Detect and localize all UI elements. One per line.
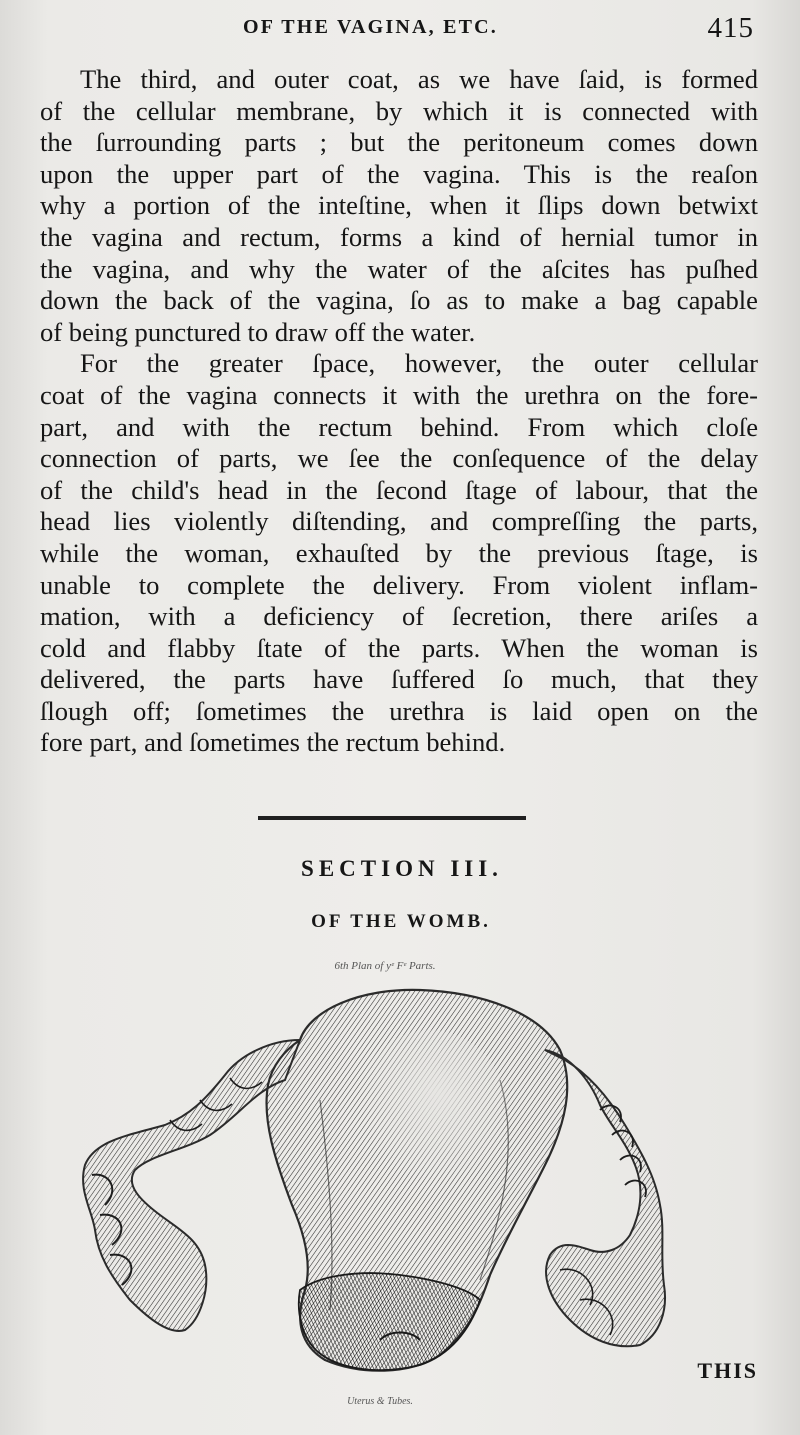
page-number: 415 <box>707 12 754 44</box>
catchword: THIS <box>697 1358 758 1383</box>
text-line: part, and with the rectum behind. From which cloſe <box>40 411 758 442</box>
text-line: coat of the vagina connects it with the urethra on the fore- <box>40 379 758 410</box>
section-number: SECTION III. <box>301 856 503 881</box>
text-line: cold and flabby ſtate of the parts. When the woman is <box>40 632 758 663</box>
text-line: head lies violently diſtending, and compreſſing the parts, <box>40 506 758 537</box>
text-line: the vagina and rectum, forms a kind of hernial tumor in <box>40 221 758 252</box>
text-line: The third, and outer coat, as we have ſaid, is formed <box>80 64 758 94</box>
text-line: while the woman, exhauſted by the previous ſtage, is <box>40 537 758 568</box>
running-title: OF THE VAGINA, ETC. <box>243 16 499 38</box>
text-line: upon the upper part of the vagina. This is the reaſon <box>40 158 758 189</box>
text-line: of the child's head in the ſecond ſtage of labour, that the <box>40 474 758 505</box>
text-line: the ſurrounding parts ; but the peritoneum comes down <box>40 127 758 158</box>
text-line: down the back of the vagina, ſo as to make a bag capable <box>40 285 758 316</box>
plate-caption-bottom: Uterus & Tubes. <box>347 1396 413 1407</box>
text-line: of the cellular membrane, by which it is connected with <box>40 95 758 126</box>
text-line: For the greater ſpace, however, the outer cellular <box>80 348 758 379</box>
text-line: the vagina, and why the water of the aſcites has puſhed <box>40 253 758 284</box>
text-line: of being punctured to draw off the water. <box>40 316 476 347</box>
text-line: delivered, the parts have ſuffered ſo much, that they <box>40 664 758 695</box>
text-line: fore part, and ſometimes the rectum behind. <box>40 727 506 758</box>
text-line: why a portion of the inteſtine, when it ſlips down betwixt <box>40 190 758 221</box>
text-line: unable to complete the delivery. From violent inflam- <box>40 569 758 600</box>
text-line: mation, with a deficiency of ſecretion, there ariſes a <box>40 601 758 632</box>
text-line: ſlough off; ſometimes the urethra is laid open on the <box>40 695 758 726</box>
section-title: OF THE WOMB. <box>311 911 491 932</box>
plate-caption-top: 6th Plan of yᵉ Fᵉ Parts. <box>334 960 436 972</box>
text-line: connection of parts, we ſee the conſequence of the delay <box>40 443 758 474</box>
